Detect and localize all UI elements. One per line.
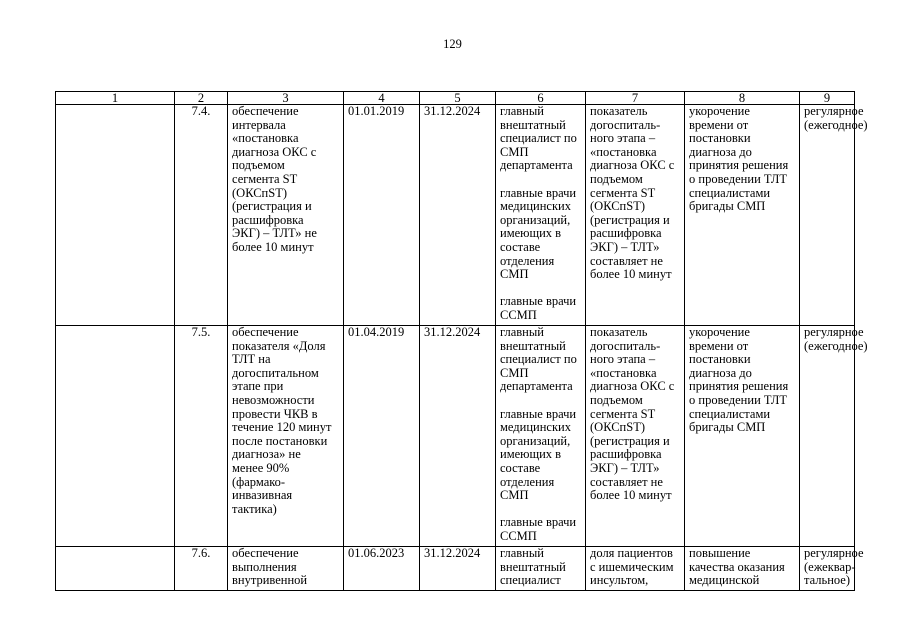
column-number-cell: 9 bbox=[800, 92, 855, 105]
blank-cell bbox=[56, 326, 175, 547]
blank-cell bbox=[56, 547, 175, 591]
table-body bbox=[56, 91, 868, 591]
start-date-cell: 01.04.2019 bbox=[344, 326, 420, 547]
column-number-cell: 1 bbox=[56, 92, 175, 105]
item-number-cell: 7.4. bbox=[175, 105, 228, 326]
item-number-cell: 7.6. bbox=[175, 547, 228, 591]
end-date-cell: 31.12.2024 bbox=[420, 105, 496, 326]
column-number-cell: 2 bbox=[175, 92, 228, 105]
column-number-cell: 5 bbox=[420, 92, 496, 105]
result-cell: укорочение времени от постановки диагноза до принятия решения о проведении ТЛТ специалистами бригады СМП bbox=[685, 105, 800, 326]
column-number-cell: 3 bbox=[228, 92, 344, 105]
start-date-cell: 01.06.2023 bbox=[344, 547, 420, 591]
column-number-cell: 7 bbox=[586, 92, 685, 105]
column-number-row bbox=[56, 92, 855, 105]
result-cell: повышение качества оказания медицинской bbox=[685, 547, 800, 591]
task-cell: обеспечение показателя «Доля ТЛТ на догоспитальном этапе при невозможности провести ЧКВ в течение 120 минут после постановки диагноза» не менее 90% (фармако- инвазивная тактика) bbox=[228, 326, 344, 547]
blank-cell bbox=[56, 105, 175, 326]
column-number-cell: 4 bbox=[344, 92, 420, 105]
item-number-cell: 7.5. bbox=[175, 326, 228, 547]
page-number: 129 bbox=[443, 37, 462, 51]
column-number-cell: 6 bbox=[496, 92, 586, 105]
table-row bbox=[56, 326, 855, 547]
task-cell: обеспечение интервала «постановка диагноза ОКС с подъемом сегмента ST (ОКСпST) (регистрация и расшифровка ЭКГ) – ТЛТ» не более 10 минут bbox=[228, 105, 344, 326]
task-cell: обеспечение выполнения внутривенной bbox=[228, 547, 344, 591]
periodicity-cell: регулярное (ежеквар- тальное) bbox=[800, 547, 855, 591]
end-date-cell: 31.12.2024 bbox=[420, 326, 496, 547]
responsible-cell: главный внештатный специалист bbox=[496, 547, 586, 591]
start-date-cell: 01.01.2019 bbox=[344, 105, 420, 326]
periodicity-cell: регулярное (ежегодное) bbox=[800, 326, 855, 547]
indicator-cell: доля пациентов с ишемическим инсультом, bbox=[586, 547, 685, 591]
result-cell: укорочение времени от постановки диагноза до принятия решения о проведении ТЛТ специалистами бригады СМП bbox=[685, 326, 800, 547]
column-number-cell: 8 bbox=[685, 92, 800, 105]
plan-table bbox=[55, 91, 868, 591]
indicator-cell: показатель догоспиталь- ного этапа – «постановка диагноза ОКС с подъемом сегмента ST (ОКСпST) (регистрация и расшифровка ЭКГ) – ТЛТ» составляет не более 10 минут bbox=[586, 105, 685, 326]
periodicity-cell: регулярное (ежегодное) bbox=[800, 105, 855, 326]
responsible-cell: главный внештатный специалист по СМП департамента главные врачи медицинских организаций, имеющих в составе отделения СМП главные врачи ССМП bbox=[496, 326, 586, 547]
indicator-cell: показатель догоспиталь- ного этапа – «постановка диагноза ОКС с подъемом сегмента ST (ОКСпST) (регистрация и расшифровка ЭКГ) – ТЛТ» составляет не более 10 минут bbox=[586, 326, 685, 547]
end-date-cell: 31.12.2024 bbox=[420, 547, 496, 591]
table-row bbox=[56, 105, 855, 326]
table-row bbox=[56, 547, 855, 591]
responsible-cell: главный внештатный специалист по СМП департамента главные врачи медицинских организаций, имеющих в составе отделения СМП главные врачи ССМП bbox=[496, 105, 586, 326]
